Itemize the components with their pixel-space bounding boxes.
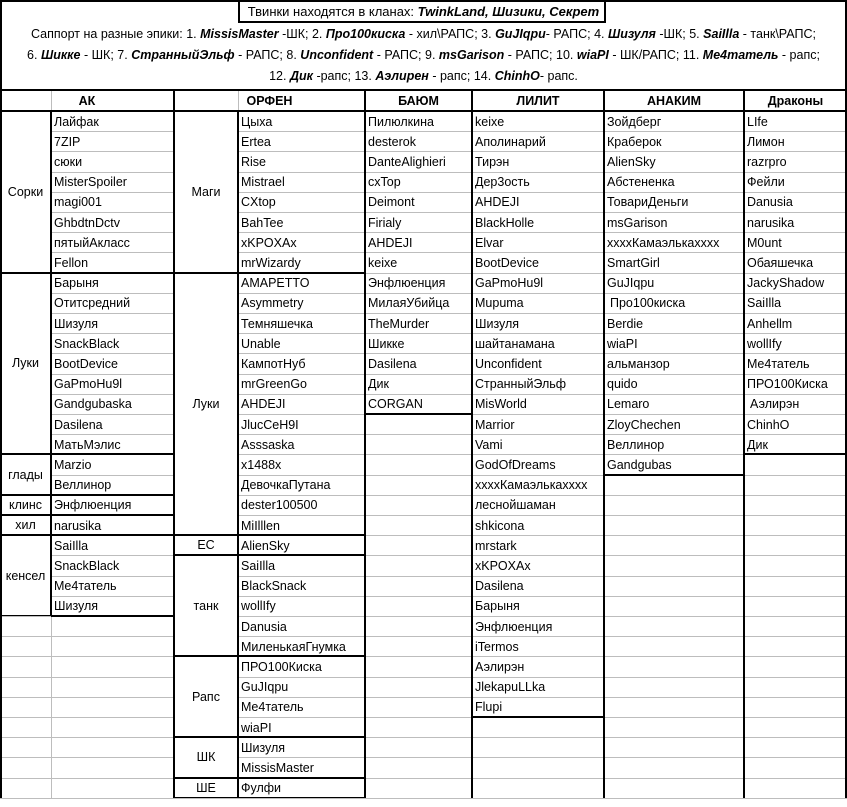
grid-line [365,434,472,435]
player-name: Шизуля [54,599,99,614]
grid-line [604,515,744,516]
player-name: Энфлюенция [368,276,446,291]
support-entry: 6. Шикке - ШК; [27,48,114,62]
grid-line [604,495,744,496]
player-name: Отитсредний [54,296,131,311]
player-name: леснойшаман [475,498,556,513]
player-name: narusika [747,215,795,230]
player-name: JlekapuLLka [475,680,546,695]
grid-line [365,495,472,496]
player-name: LIfe [747,114,768,129]
grid-line [744,475,847,476]
grid-line [744,757,847,758]
group-label-text: хил [15,518,36,533]
group-label-text: Маги [191,184,221,199]
player-name: КампотНуб [241,356,306,371]
grid-line [744,778,847,779]
player-name: Rise [241,154,267,169]
player-name: Berdie [607,316,644,331]
page-title: Твинки находятся в кланах: TwinkLand, Шизики, Секрет [247,4,600,19]
player-name: GhbdtnDctv [54,215,121,230]
group-label-text: глады [8,467,43,482]
grid-line [744,576,847,577]
player-name: MissisMaster [241,760,314,775]
grid-line [51,737,174,738]
player-name: Mupuma [475,296,524,311]
player-name: BlackHolle [475,215,535,230]
player-name: JlucCeH9I [241,417,299,432]
group-label-text: клинс [8,497,43,512]
grid-line [365,677,472,678]
grid-line [365,596,472,597]
grid-line [604,636,744,637]
player-name: AHDEJI [368,235,413,250]
grid-line [744,616,847,617]
player-name: ПРО100Киска [241,659,322,674]
player-name: BootDevice [54,356,118,371]
player-name: razrpro [747,154,787,169]
player-name: Краберок [607,134,662,149]
player-name: Mistrael [241,175,285,190]
group-label-text: кенсел [5,568,46,583]
player-name: Веллинор [54,478,112,493]
player-name: Marrior [475,417,515,432]
player-name: GuJIqpu [607,276,655,291]
player-name: Unconfident [475,356,542,371]
support-entry: 7. СтранныйЭльф - РАПС; [117,48,283,62]
group-label [174,111,238,273]
grid-line [604,778,744,779]
player-name: Gandgubaska [54,397,132,412]
grid-line [472,737,604,738]
grid-line [744,697,847,698]
player-name: Тирэн [475,154,510,169]
group-label [0,111,51,273]
group-label [174,778,238,798]
player-name: Dasilena [475,579,524,594]
player-name: AHDEJI [475,195,520,210]
player-name: SnackBlack [54,558,120,573]
grid-line [744,677,847,678]
player-name: Gandgubas [607,457,672,472]
group-label [174,737,238,777]
player-name: TheMurder [368,316,430,331]
player-name: cxTop [368,175,401,190]
support-intro: Саппорт на разные эпики: [31,27,183,41]
player-name: quido [607,377,638,392]
grid-line [365,656,472,657]
player-name: AMAPETTO [241,276,310,291]
player-name: Firialy [368,215,402,230]
grid-line [744,535,847,536]
player-name: magi001 [54,195,102,210]
player-name: Энфлюенция [54,498,132,513]
player-name: Anhellm [747,316,793,331]
grid-line [365,737,472,738]
player-name: BootDevice [475,255,539,270]
player-name: 7ZIP [54,134,81,149]
group-label [174,555,238,656]
player-name: Дик [368,377,389,392]
player-name: CORGAN [368,397,423,412]
player-name: xxxxКамаэлькаxxxx [475,478,588,493]
player-name: ДевочкаПутана [241,478,331,493]
player-name: Барыня [475,599,520,614]
player-name: Me4татель [54,579,117,594]
player-name: msGarison [607,215,668,230]
player-name: Шикке [368,336,405,351]
column-header: АНАКИМ [646,94,702,108]
player-name: Deimont [368,195,415,210]
player-name: Dasilena [368,356,417,371]
support-entry: 8. Unconfident - РАПС; [286,48,422,62]
grid-line [604,697,744,698]
player-name: GaPmoHu9l [54,377,123,392]
player-name: BlackSnack [241,579,307,594]
grid-line [472,757,604,758]
player-name: сюки [54,154,83,169]
grid-line [604,677,744,678]
column-header: ЛИЛИТ [516,94,560,108]
grid-line [365,717,472,718]
player-name: BahTee [241,215,284,230]
group-label-text: Луки [11,356,40,371]
group-label [0,273,51,455]
grid-line [365,778,472,779]
player-name: СтранныйЭльф [475,377,567,392]
player-name: Dasilena [54,417,103,432]
player-name: Asssaska [241,437,295,452]
player-name: keixe [475,114,505,129]
player-name: mrstark [475,538,517,553]
player-name: narusika [54,518,102,533]
grid-line [604,596,744,597]
grid-line [51,778,174,779]
grid-line [365,616,472,617]
player-name: M0unt [747,235,782,250]
player-name: xKPOXAx [241,235,297,250]
group-label-text: ШК [196,750,216,765]
player-name: Обаяшечка [747,255,814,270]
player-name: Asymmetry [241,296,304,311]
group-label [0,495,51,515]
support-entry: 3. GuJIqpu- РАПС; [481,27,591,41]
group-label-text: Сорки [7,184,44,199]
grid-line [744,596,847,597]
grid-line [51,717,174,718]
support-entry: 13. Аэлирен - рапс; [354,69,471,83]
player-name: Me4татель [747,356,810,371]
grid-line [604,757,744,758]
group-label-text: Луки [192,396,220,411]
support-entry: 5. SaiIlla - танк\РАПС; [689,27,816,41]
player-name: Веллинор [607,437,665,452]
grid-line [365,555,472,556]
grid-line [365,576,472,577]
support-entry: 4. Шизуля -ШК; [594,27,686,41]
player-name: Unable [241,336,281,351]
player-name: AlienSky [607,154,656,169]
grid-line [744,656,847,657]
player-name: Шизуля [475,316,520,331]
player-name: Danusia [241,619,287,634]
support-info [0,24,847,87]
column-header: БАЮМ [398,94,439,108]
player-name: Аэлирэн [750,397,800,412]
player-name: SaiIlla [54,538,89,553]
player-name: Danusia [747,195,793,210]
grid-line [604,717,744,718]
player-name: wollIfy [241,599,276,614]
grid-line [472,778,604,779]
player-name: AlienSky [241,538,290,553]
group-label [174,535,238,555]
player-name: Аполинарий [475,134,546,149]
grid-line [51,636,174,637]
player-name: пятыйАкласс [54,235,130,250]
grid-line [744,555,847,556]
player-name: MisWorld [475,397,527,412]
support-entry: 12. Дик -рапс; [269,69,351,83]
player-name: iTermos [475,639,519,654]
player-name: Lemaro [607,397,650,412]
player-name: Абстененка [607,175,675,190]
player-name: Лимон [747,134,785,149]
player-name: Фейли [747,175,785,190]
grid-line [51,656,174,657]
grid-line [365,636,472,637]
grid-line [744,495,847,496]
player-name: keixe [368,255,398,270]
grid-line [51,677,174,678]
player-name: SaiIlla [241,558,276,573]
player-name: mrWizardy [241,255,301,270]
player-name: CXtop [241,195,276,210]
player-name: Про100киска [610,296,686,311]
player-name: xxxxКамаэлькаxxxx [607,235,720,250]
player-name: Зойдберг [607,114,662,129]
player-name: альманзор [607,356,670,371]
grid-line [365,757,472,758]
player-name: Шизуля [54,316,99,331]
player-name: Темняшечка [241,316,313,331]
player-name: Vami [475,437,503,452]
grid-line [51,697,174,698]
player-name: ChinhO [747,417,790,432]
player-name: Дер3ость [475,175,530,190]
grid-line [365,475,472,476]
player-name: шайтанамана [475,336,555,351]
support-entry: 1. MissisMaster -ШК; [186,27,309,41]
player-name: JackyShadow [747,276,825,291]
group-label [0,454,51,494]
grid-line [365,697,472,698]
player-name: xKPOXAx [475,558,531,573]
player-name: wiaPI [607,336,638,351]
player-name: shkicona [475,518,525,533]
player-name: МиленькаяГнумка [241,639,346,654]
player-name: Барыня [54,276,99,291]
grid-line [604,555,744,556]
player-name: Elvar [475,235,504,250]
grid-line [604,616,744,617]
player-name: MisterSpoiler [54,175,127,190]
support-entry: 9. msGarison - РАПС; [425,48,553,62]
group-label-text: танк [193,598,219,613]
grid-line [744,737,847,738]
player-name: ТовариДеньги [607,195,689,210]
grid-line [744,636,847,637]
group-label [0,515,51,535]
player-name: Дик [747,437,768,452]
player-name: SnackBlack [54,336,120,351]
player-name: Аэлирэн [475,659,525,674]
player-name: Ertea [241,134,271,149]
player-name: GuJIqpu [241,680,289,695]
player-name: GaPmoHu9l [475,276,544,291]
player-name: ПРО100Киска [747,377,828,392]
grid-line [744,515,847,516]
group-label [174,656,238,737]
player-name: Marzio [54,457,92,472]
grid-line [365,515,472,516]
player-name: Fellon [54,255,89,270]
support-entry: 2. Про100киска - хил\РАПС; [311,27,478,41]
player-name: Энфлюенция [475,619,553,634]
support-entry: 14. ChinhO- рапс. [473,69,578,83]
player-name: ZloyChechen [607,417,681,432]
player-name: DanteAlighieri [368,154,446,169]
player-name: Лайфак [54,114,99,129]
grid-line [744,717,847,718]
support-entry: 11. Me4татель - рапс; [682,48,820,62]
player-name: МатьМэлис [54,437,121,452]
column-header: АК [78,94,96,108]
player-name: dester100500 [241,498,318,513]
group-label [0,535,51,616]
player-name: AHDEJI [241,397,286,412]
group-label-text: ШЕ [196,780,216,795]
player-name: Фулфи [241,781,282,796]
grid-line [604,535,744,536]
player-name: wollIfy [747,336,782,351]
grid-line [365,535,472,536]
player-name: Цыха [241,114,273,129]
player-name: МилаяУбийца [368,296,450,311]
column-header: Драконы [767,94,824,108]
player-name: Шизуля [241,740,286,755]
player-name: MiIlllen [241,518,280,533]
player-name: Me4татель [241,700,304,715]
player-name: GodOfDreams [475,457,556,472]
grid-line [604,656,744,657]
grid-line [365,454,472,455]
player-name: x1488x [241,457,282,472]
group-label-text: Рапс [192,689,220,704]
player-name: SaiIlla [747,296,782,311]
grid-line [51,757,174,758]
player-name: wiaPI [241,720,272,735]
player-name: mrGreenGo [241,377,307,392]
player-name: desterok [368,134,416,149]
group-label-text: ЕС [197,538,215,553]
player-name: SmartGirl [607,255,660,270]
grid-line [604,737,744,738]
column-header: ОРФЕН [246,94,293,108]
grid-line [604,576,744,577]
group-label [174,273,238,536]
support-entry: 10. wiaPI - ШК/РАПС; [556,48,680,62]
player-name: Flupi [475,700,503,715]
player-name: Пилюлкина [368,114,434,129]
